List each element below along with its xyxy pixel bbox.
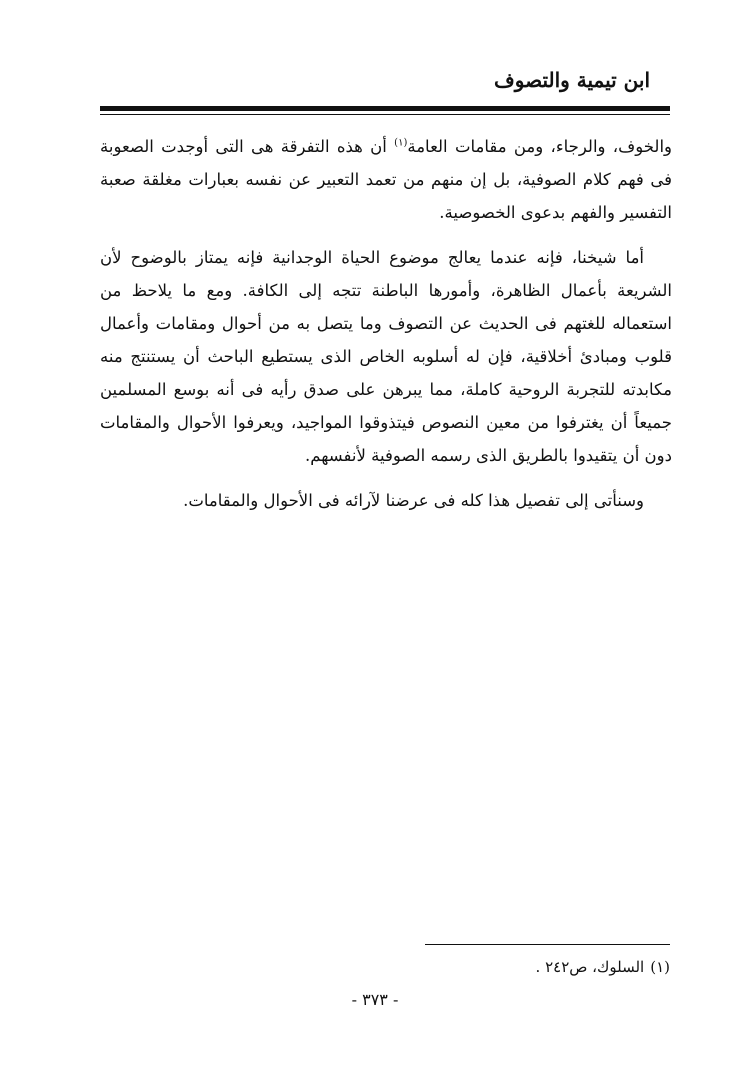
body-text	[100, 130, 672, 529]
footnote-separator	[425, 944, 670, 945]
paragraph-3: وسنأتى إلى تفصيل هذا كله فى عرضنا لآرائه فى الأحوال والمقامات.	[183, 491, 644, 510]
footnote	[536, 958, 670, 976]
running-head-title: ابن تيمية والتصوف	[494, 68, 650, 92]
paragraph-2: أما شيخنا، فإنه عندما يعالج موضوع الحياة الوجدانية فإنه يمتاز بالوضوح لأن الشريعة بأعمال الظاهرة، وأمورها الباطنة تتجه إلى الكافة. ومع ما يلاحظ من استعماله للغتهم فى الحديث عن التصوف وما يتصل به من أحوال ومقامات وأعمال قلوب ومبادئ أخلاقية، فإن له أسلوبه الخاص الذى يستطيع الباحث أن يستنتج منه مكابدته للتجربة الروحية كاملة، مما يبرهن على صدق رأيه فى أنه بوسع المسلمين جميعاً أن يغترفوا من معين النصوص فيتذوقوا المواجيد، ويعرفوا الأحوال والمقامات دون أن يتقيدوا بالطريق الذى رسمه الصوفية لأنفسهم.	[100, 248, 672, 465]
footnote-mark: (١)	[650, 958, 670, 976]
page-number: - ٣٧٣ -	[351, 990, 399, 1009]
footnote-text: السلوك، ص٢٤٢ .	[535, 958, 645, 976]
paragraph-1	[100, 130, 672, 229]
paragraph-1-before-ref: والخوف، والرجاء، ومن مقامات العامة	[407, 137, 672, 156]
header-rule-thin	[100, 114, 670, 115]
header-rule-thick	[100, 106, 670, 111]
paragraph-1-after-ref: أن هذه التفرقة هى التى أوجدت الصعوبة فى فهم كلام الصوفية، بل إن منهم من تعمد التعبير عن نفسه بعبارات مغلقة صعبة التفسير والفهم بدعوى الخصوصية.	[100, 137, 672, 222]
footnote-reference-mark[interactable]: (١)	[394, 137, 408, 149]
